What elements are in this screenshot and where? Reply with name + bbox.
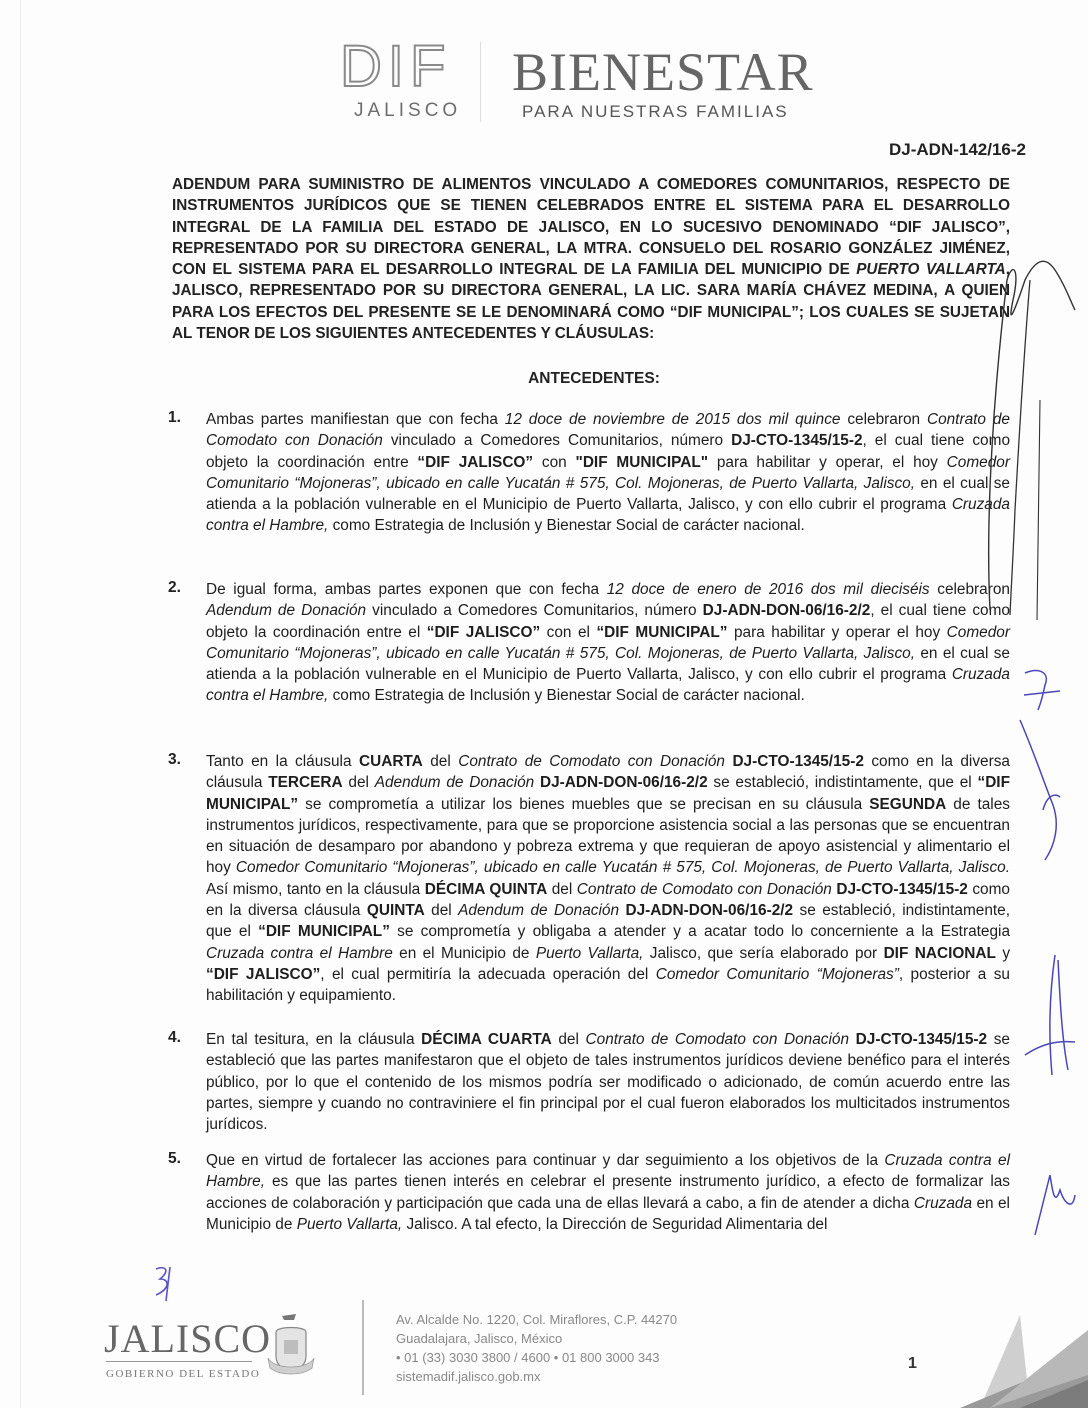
italic-run: Cruzada contra el Hambre, [206, 666, 1010, 705]
intro-text-1: ADENDUM PARA SUMINISTRO DE ALIMENTOS VINCULADO A COMEDORES COMUNITARIOS, RESPECTO DE INSTRUMENTOS JURÍDICOS QUE SE TIENEN CELEBRADOS ENTRE EL SISTEMA PARA EL DESARROLLO INTEGRAL DE LA FAMILIA DEL ESTADO DE JALISCO, EN LO SUCESIVO DENOMINADO “DIF JALISCO”, REPRESENTADO POR SU DIRECTORA GENERAL, LA MTRA. CONSUELO DEL ROSARIO GONZÁLEZ JIMÉNEZ, CON EL SISTEMA PARA EL DESARROLLO INTEGRAL DE LA FAMILIA DEL MUNICIPIO DE [172, 176, 1010, 279]
item-text [206, 409, 1010, 537]
text-run: En tal tesitura, en la cláusula [206, 1031, 422, 1048]
bold-run: DÉCIMA QUINTA [424, 880, 548, 898]
section-heading: ANTECEDENTES: [528, 370, 660, 387]
intro-text-italic: PUERTO VALLARTA [856, 261, 1006, 279]
bold-run: DIF NACIONAL [883, 944, 996, 962]
item-number: 3. [168, 751, 181, 768]
text-run: se estableció que las partes manifestaron que el objeto de tales instrumentos jurídicos deviene benéfico para el interés público, por lo que el contenido de los mismos podría ser modificado o adicionado, de común acuerdo entre las partes, siempre y cuando no contraviniere el fin principal por el cual fueron elaborados los multicitados instrumentos jurídicos. [206, 1031, 1010, 1134]
website-line: sistemadif.jalisco.gob.mx [396, 1369, 541, 1384]
text-run: se estableció, indistintamente, que el [707, 774, 978, 792]
italic-run: Cruzada contra el Hambre, [206, 496, 1010, 535]
text-run: del [424, 902, 459, 920]
italic-run: 12 doce de enero de 2016 dos mil dieciséis [606, 581, 930, 598]
italic-run: Cruzada [913, 1194, 973, 1212]
bold-run: “DIF JALISCO” [426, 623, 541, 641]
margin-number-annotation [150, 1265, 180, 1305]
decorative-polygon-art [960, 1295, 1088, 1408]
antecedent-item [168, 1029, 1010, 1135]
text-run: , el cual tiene como objeto la coordinación entre el [206, 602, 1010, 641]
text-run: como Estrategia de Inclusión y Bienestar Social de carácter nacional. [328, 517, 805, 535]
text-run: De igual forma, ambas partes exponen que con fecha [206, 581, 607, 598]
text-run: y [995, 944, 1011, 962]
text-run: del [342, 774, 375, 792]
bold-run: TERCERA [268, 774, 343, 792]
scan-edge [20, 0, 21, 1408]
text-run: , posterior a su habilitación y equipamiento. [206, 965, 1010, 1005]
item-number: 2. [168, 579, 181, 596]
address-line: Av. Alcalde No. 1220, Col. Miraflores, C.P. 44270 [396, 1312, 678, 1327]
text-run: del [551, 1031, 586, 1048]
text-run: como en la diversa cláusula [206, 880, 1010, 920]
intro-text-2: , JALISCO, REPRESENTADO POR SU DIRECTORA GENERAL, LA LIC. SARA MARÍA CHÁVEZ MEDINA, A QUIEN PARA LOS EFECTOS DEL PRESENTE SE LE DENOMINARÁ COMO “DIF MUNICIPAL”; LOS CUALES SE SUJETAN AL TENOR DE LOS SIGUIENTES ANTECEDENTES Y CLÁUSULAS: [172, 261, 1010, 343]
item-text [206, 579, 1010, 707]
bold-run: DJ-ADN-DON-06/16-2/2 [534, 774, 708, 792]
initials-scribble-icon [1015, 715, 1075, 865]
text-run: Que en virtud de fortalecer las acciones para continuar y dar seguimiento a los objetivos de la [206, 1152, 885, 1169]
bold-run: DJ-CTO-1345/15-2 [731, 432, 863, 450]
bold-run: DJ-CTO-1345/15-2 [831, 880, 968, 898]
text-run: se comprometía y obligaba a atender y a acatar todo lo concerniente a la Estrategia [389, 923, 1010, 941]
footer-divider [362, 1300, 364, 1395]
italic-run: Comedor Comunitario “Mojoneras” [655, 965, 899, 983]
text-run: del [547, 880, 577, 898]
logo-tagline: PARA NUESTRAS FAMILIAS [522, 102, 789, 121]
footer-jalisco-logo: JALISCO [104, 1316, 272, 1361]
initials-scribble-icon [1025, 1165, 1080, 1245]
bold-run: CUARTA [358, 753, 423, 770]
bold-run: DÉCIMA CUARTA [421, 1031, 552, 1048]
text-run: en el cual se atienda a la población vulnerable en el Municipio de Puerto Vallarta, Jalisco, y con ello cubrir el programa [206, 474, 1010, 514]
phone-line: • 01 (33) 3030 3800 / 4600 • 01 800 3000 343 [396, 1350, 660, 1365]
antecedent-item [168, 751, 1010, 1007]
italic-run: Contrato de Comodato con Donación [576, 880, 832, 898]
intro-paragraph [172, 174, 1010, 344]
footer-logo-rule [106, 1361, 252, 1362]
text-run: para habilitar y operar el hoy [727, 623, 947, 641]
initials-scribble-icon [1020, 665, 1070, 715]
address-line: Guadalajara, Jalisco, México [396, 1331, 563, 1346]
text-run: Tanto en la cláusula [206, 753, 359, 770]
italic-run: Cruzada contra el Hambre, [206, 1152, 1010, 1191]
page-number: 1 [908, 1355, 917, 1372]
italic-run: Puerto Vallarta, [535, 944, 644, 962]
antecedent-item [168, 409, 1010, 537]
text-run: en el Municipio de [206, 1194, 1010, 1233]
antecedent-item [168, 1150, 1010, 1235]
italic-run: Contrato de Comodato con Donación [206, 411, 1010, 450]
logo-jalisco-text: JALISCO [354, 100, 462, 121]
text-run: en el cual se atienda a la población vulnerable en el Municipio de Puerto Vallarta, Jalisco, y con ello cubrir el programa [206, 644, 1010, 684]
italic-run: Adendum de Donación [206, 602, 367, 620]
bold-run: SEGUNDA [869, 795, 947, 813]
italic-run: Comedor Comunitario “Mojoneras”, ubicado en calle Yucatán # 575, Col. Mojoneras, de Puerto Vallarta, Jalisco, [206, 623, 1010, 662]
item-number: 4. [168, 1029, 181, 1046]
text-run: celebraron [840, 411, 927, 428]
italic-run: Adendum de Donación [374, 774, 535, 792]
text-run: se estableció, indistintamente, que el [206, 902, 1010, 941]
text-run: como en la diversa cláusula [206, 753, 1010, 792]
text-run: Jalisco. A tal efecto, la Dirección de Seguridad Alimentaria del [402, 1215, 828, 1233]
text-run: como Estrategia de Inclusión y Bienestar Social de carácter nacional. [328, 687, 805, 705]
italic-run: Contrato de Comodato con Donación [458, 753, 725, 770]
bold-run: "DIF MUNICIPAL" [575, 453, 709, 471]
logo-divider [480, 42, 481, 122]
initials-scribble-icon [1020, 950, 1080, 1080]
item-text [206, 1029, 1010, 1135]
bold-run: DJ-ADN-DON-06/16-2/2 [619, 902, 794, 920]
bold-run: QUINTA [366, 902, 425, 920]
text-run: del [422, 753, 459, 770]
dif-bienestar-logo [340, 34, 814, 128]
bold-run: DJ-CTO-1345/15-2 [849, 1031, 988, 1048]
item-number: 1. [168, 409, 181, 426]
text-run: Ambas partes manifiestan que con fecha [206, 411, 505, 428]
italic-run: Contrato de Comodato con Donación [585, 1031, 850, 1048]
bold-run: DJ-ADN-DON-06/16-2/2 [702, 602, 871, 620]
italic-run: Cruzada contra el Hambre [206, 944, 393, 962]
text-run: de tales instrumentos jurídicos, respectivamente, para que se proporcione asistencia social a las personas que se encuentran en situación de desamparo por abandono y pobreza extrema y que requieran de apoyo asistencial y alimentario el hoy [206, 795, 1010, 877]
document-code: DJ-ADN-142/16-2 [889, 140, 1026, 159]
text-run: se comprometía a utilizar los bienes muebles que se precisan en su cláusula [298, 795, 870, 813]
coat-of-arms-icon [262, 1310, 320, 1378]
antecedent-item [168, 579, 1010, 707]
text-run: , el cual tiene como objeto la coordinación entre [206, 432, 1010, 471]
italic-run: Puerto Vallarta, [296, 1215, 403, 1233]
bold-run: “DIF MUNICIPAL” [596, 623, 728, 641]
footer-address [396, 1310, 677, 1386]
text-run: Jalisco, que sería elaborado por [643, 944, 884, 962]
bold-run: DJ-CTO-1345/15-2 [725, 753, 864, 770]
item-text [206, 1150, 1010, 1235]
item-text [206, 751, 1010, 1007]
text-run: con [533, 453, 576, 471]
text-run: vinculado a Comedores Comunitarios, número [366, 602, 703, 620]
item-number: 5. [168, 1150, 181, 1167]
text-run: con el [540, 623, 597, 641]
italic-run: Adendum de Donación [458, 902, 620, 920]
text-run: en el Municipio de [392, 944, 536, 962]
logo-dif-text: DIF [340, 34, 452, 99]
text-run: Así mismo, tanto en la cláusula [206, 880, 425, 898]
bold-run: “DIF MUNICIPAL” [258, 923, 390, 941]
footer-gov-subtitle: GOBIERNO DEL ESTADO [106, 1368, 261, 1380]
text-run: es que las partes tienen interés en celebrar el presente instrumento jurídico, a efecto de formalizar las acciones de colaboración y participación que cada una de ellas llevará a cabo, a fin de atender a dicha [206, 1173, 1010, 1212]
text-run: vinculado a Comedores Comunitarios, número [382, 432, 732, 450]
text-run: celebraron [929, 581, 1010, 598]
italic-run: Comedor Comunitario “Mojoneras”, ubicado en calle Yucatán # 575, Col. Mojoneras, de Puerto Vallarta, Jalisco, [206, 453, 1010, 492]
bold-run: “DIF MUNICIPAL” [206, 774, 1010, 813]
italic-run: Comedor Comunitario “Mojoneras”, ubicado en calle Yucatán # 575, Col. Mojoneras, de Puerto Vallarta, Jalisco. [235, 859, 1010, 877]
bold-run: “DIF JALISCO” [417, 453, 534, 471]
bold-run: “DIF JALISCO” [206, 965, 321, 983]
text-run: , el cual permitiría la adecuada operación del [320, 965, 656, 983]
logo-bienestar-text: BIENESTAR [512, 42, 814, 102]
italic-run: 12 doce de noviembre de 2015 dos mil quince [504, 411, 841, 428]
text-run: para habilitar y operar, el hoy [708, 453, 947, 471]
